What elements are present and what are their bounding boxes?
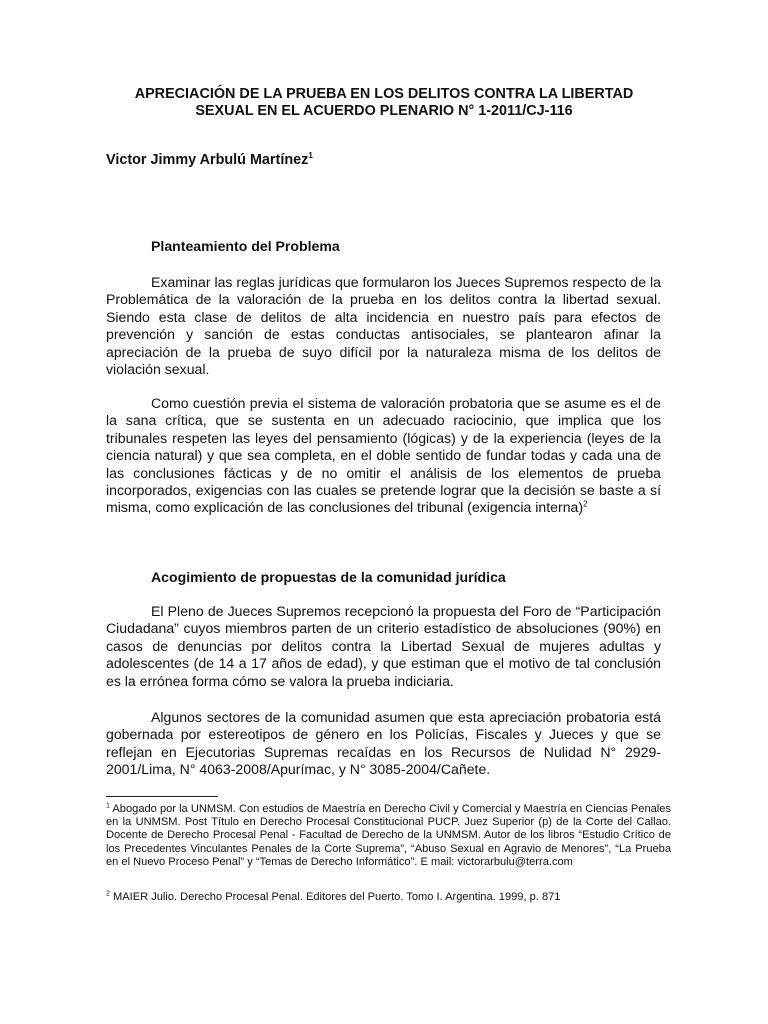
footnote-2 (106, 891, 671, 904)
author-name: Victor Jimmy Arbulú Martínez (106, 151, 309, 168)
footnote-2-mark: 2 (106, 890, 110, 898)
footnote-1 (106, 803, 671, 869)
footnote-separator (106, 796, 218, 797)
author-line (106, 151, 313, 168)
paragraph-2 (106, 395, 661, 517)
paragraph-1: Examinar las reglas jurídicas que formularon los Jueces Supremos respecto de la Problemática de la valoración de la prueba en los delitos contra la libertad sexual. Siendo esta clase de delitos de alta incidencia en nuestro país para efectos de prevención y sanción de estas conductas antisociales, se plantearon afinar la apreciación de la prueba de suyo difícil por la naturaleza misma de los delitos de violación sexual. (106, 274, 661, 378)
paragraph-4: Algunos sectores de la comunidad asumen que esta apreciación probatoria está gobernada por estereotipos de género en los Policías, Fiscales y Jueces y que se reflejan en Ejecutorias Supremas recaídas en los Recursos de Nulidad N° 2929-2001/Lima, N° 4063-2008/Apurímac, y N° 3085-2004/Cañete. (106, 709, 661, 778)
footnote-1-mark: 1 (106, 802, 110, 810)
footnote-1-text: Abogado por la UNMSM. Con estudios de Maestría en Derecho Civil y Comercial y Maestría en Ciencias Penales en la UNMSM. Post Título en Derecho Procesal Constitucional PUCP. Juez Superior (p) de la Corte del Callao. Docente de Derecho Procesal Penal - Facultad de Derecho de la UNMSM. Autor de los libros “Estudio Crítico de los Precedentes Vinculantes Penales de la Corte Suprema”, “Abuso Sexual en Agravio de Menores”, “La Prueba en el Nuevo Proceso Penal” y “Temas de Derecho Informático”. E mail: victorarbulu@terra.com (106, 803, 671, 868)
paragraph-3: El Pleno de Jueces Supremos recepcionó la propuesta del Foro de “Participación Ciudadana” cuyos miembros parten de un criterio estadístico de absoluciones (90%) en casos de denuncias por delitos contra la Libertad Sexual de mujeres adultas y adolescentes (de 14 a 17 años de edad), y que estiman que el motivo de tal conclusión es la errónea forma cómo se valora la prueba indiciaria. (106, 603, 661, 689)
title-line-1: APRECIACIÓN DE LA PRUEBA EN LOS DELITOS CONTRA LA LIBERTAD (134, 86, 634, 102)
document-title (90, 86, 678, 120)
paragraph-2-footnote-mark: 2 (583, 499, 588, 509)
footnote-2-text: MAIER Julio. Derecho Procesal Penal. Editores del Puerto. Tomo I. Argentina. 1999, p. 871 (109, 891, 561, 903)
author-footnote-mark: 1 (308, 151, 313, 160)
section-heading-proposals: Acogimiento de propuestas de la comunidad jurídica (151, 569, 506, 585)
paragraph-2-text: Como cuestión previa el sistema de valoración probatoria que se asume es el de la sana crítica, que se sustenta en un adecuado raciocinio, que implica que los tribunales respeten las leyes del pensamiento (lógicas) y de la experiencia (leyes de la ciencia natural) y que sea completa, en el doble sentido de fundar todas y cada una de las conclusiones fácticas y de no omitir el análisis de los elementos de prueba incorporados, exigencias con las cuales se pretende lograr que la decisión se baste a sí misma, como explicación de las conclusiones del tribunal (exigencia interna) (106, 395, 661, 516)
title-line-2: SEXUAL EN EL ACUERDO PLENARIO N° 1-2011/CJ-116 (195, 103, 573, 119)
section-heading-problem: Planteamiento del Problema (151, 238, 340, 254)
